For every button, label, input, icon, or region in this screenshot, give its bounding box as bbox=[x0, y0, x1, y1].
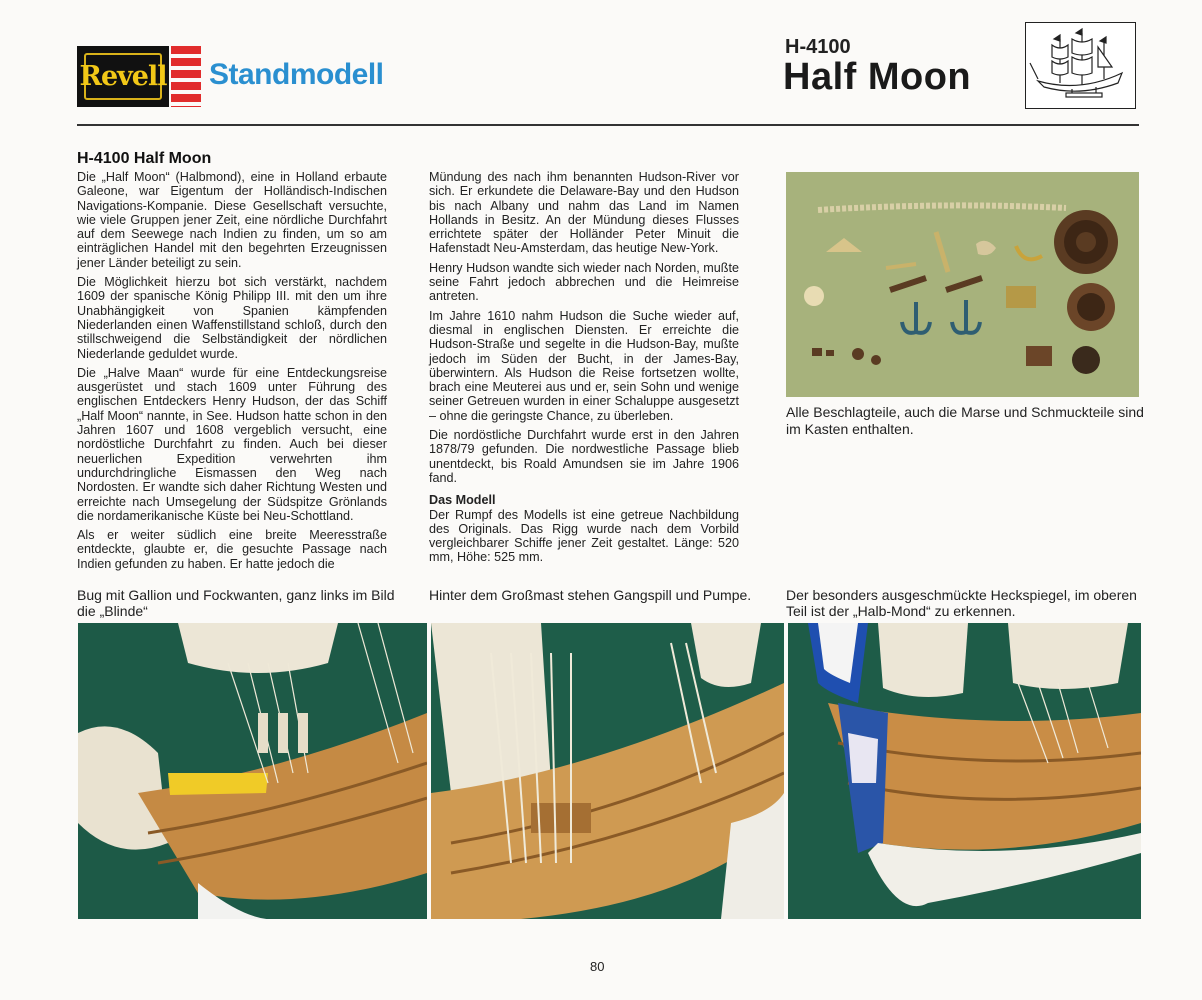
product-code: H-4100 bbox=[785, 36, 851, 58]
deck-illustration bbox=[431, 623, 784, 919]
parts-illustration bbox=[786, 172, 1139, 397]
red-stripes-icon bbox=[171, 46, 201, 107]
paragraph: Henry Hudson wandte sich wieder nach Norden, mußte seine Fahrt jedoch abbrechen und die Heimreise antreten. bbox=[429, 260, 739, 304]
paragraph: Als er weiter südlich eine breite Meeresstraße entdeckte, glaubte er, die gesuchte Passage nach Indien gefunden zu haben. Er hatte jedoch die bbox=[77, 528, 387, 571]
text-column-1 bbox=[77, 170, 387, 576]
photo-caption-3: Der besonders ausgeschmückte Heckspiegel, im oberen Teil ist der „Halb-Mond“ zu erkennen. bbox=[786, 587, 1137, 619]
stern-illustration bbox=[788, 623, 1141, 919]
photo-caption-1: Bug mit Gallion und Fockwanten, ganz links im Bild die „Blinde“ bbox=[77, 587, 395, 619]
model-heading: Das Modell bbox=[429, 493, 496, 508]
header-rule bbox=[77, 124, 1139, 126]
logo-frame bbox=[79, 53, 167, 100]
paragraph: Die „Half Moon“ (Halbmond), eine in Holland erbaute Galeone, war Eigentum der Holländisch-Indischen Navigations-Kompanie. Diese Gesellschaft versuchte, wie viele Gruppen jener Zeit, eine nördliche Durchfahrt auf dem Seewege nach Indien zu finden, um so am einträglichen Handel mit den begehrten Erzeugnissen jener Länder beteiligt zu sein. bbox=[77, 170, 387, 270]
deck-photo bbox=[431, 623, 784, 919]
article-heading: H-4100 Half Moon bbox=[77, 150, 212, 167]
parts-photo bbox=[786, 172, 1139, 397]
series-label: Standmodell bbox=[209, 58, 384, 91]
paragraph: Die nordöstliche Durchfahrt wurde erst in den Jahren 1878/79 gefunden. Die nordwestliche Passage blieb unentdeckt, bis Roald Amundsen sie im Jahre 1906 fand. bbox=[429, 428, 739, 485]
text-column-2 bbox=[429, 170, 739, 570]
logo-text: Revell bbox=[79, 61, 167, 92]
stern-photo bbox=[788, 623, 1141, 919]
bow-photo bbox=[78, 623, 427, 919]
paragraph: Im Jahre 1610 nahm Hudson die Suche wieder auf, diesmal in englischen Diensten. Er erreichte die Hudson-Straße und segelte in die Hudson-Bay, mußte jedoch im Süden der Bucht, in der James-Bay, überwintern. Als Hudson die Reise fortsetzen wollte, brach eine Meuterei aus und er, sein Sohn und wenige seiner Getreuen wurden in einer Schaluppe ausgesetzt – ohne die geringste Chance, zu überleben. bbox=[429, 308, 739, 423]
paragraph: Mündung des nach ihm benannten Hudson-River vor sich. Er erkundete die Delaware-Bay und den Hudson bis nach Albany und nahm das Land im Namen Hollands in Besitz. An der Mündung dieses Flusses errichtete später der Holländer Peter Minuit die Hafenstadt Neu-Amsterdam, das heutige New-York. bbox=[429, 170, 739, 256]
photo-caption-2: Hinter dem Großmast stehen Gangspill und Pumpe. bbox=[429, 587, 752, 603]
paragraph: Die Möglichkeit hierzu bot sich verstärkt, nachdem 1609 der spanische König Philipp III. mit den um ihre Unabhängigkeit von Spanien kämpfenden Niederlanden einen Waffenstillstand schloß, durch den stillschweigend die Selbständigkeit der nördlichen Niederlande geduldet wurde. bbox=[77, 275, 387, 361]
page-number: 80 bbox=[590, 959, 605, 974]
bow-illustration bbox=[78, 623, 427, 919]
page-title: Half Moon bbox=[783, 56, 972, 98]
revell-logo bbox=[77, 46, 169, 107]
model-paragraph: Der Rumpf des Modells ist eine getreue Nachbildung des Originals. Das Rigg wurde nach dem Vorbild vergleichbarer Schiffe jener Zeit gestaltet. Länge: 520 mm, Höhe: 525 mm. bbox=[429, 507, 739, 565]
ship-drawing bbox=[1026, 23, 1134, 107]
parts-caption: Alle Beschlagteile, auch die Marse und Schmuckteile sind im Kasten enthalten. bbox=[786, 404, 1144, 437]
paragraph: Die „Halve Maan“ wurde für eine Entdeckungsreise ausgerüstet und stach 1609 unter Führung des englischen Entdeckers Henry Hudson, der das Schiff „Half Moon“ nannte, in See. Hudson hatte schon in den Jahren 1607 und 1608 vergeblich versucht, eine nordöstliche Durchfahrt zu finden. Auch bei dieser neuerlichen Expedition verwehrten ihm undurchdringliche Eismassen den Weg nach Nordosten. Er wandte sich daher Richtung Westen und erreichte nach Umsegelung der Südspitze Grönlands die nordamerikanische Küste bei Neu-Schottland. bbox=[77, 365, 387, 523]
galleon-ship-icon bbox=[1025, 22, 1136, 109]
